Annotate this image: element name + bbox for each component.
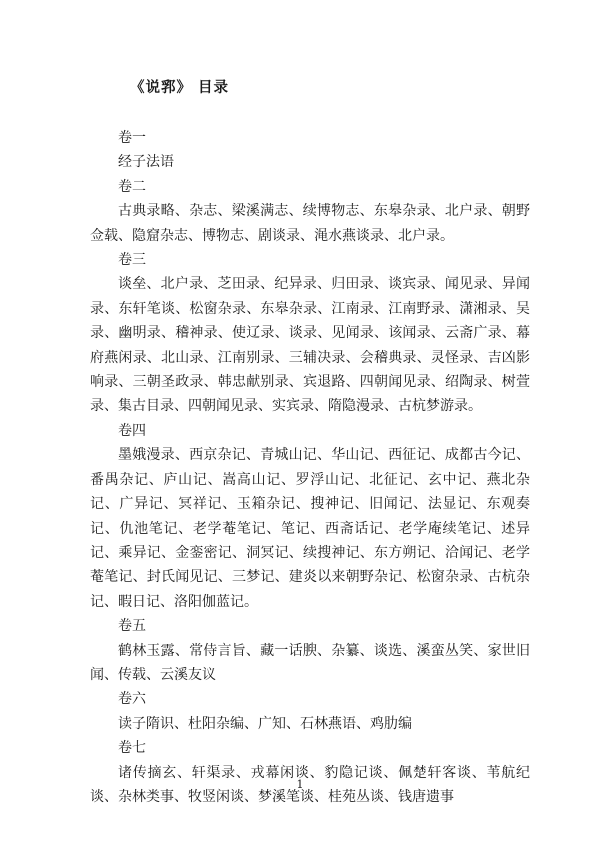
volume-7-content: 诸传摘玄、轩渠录、戎幕闲谈、豹隐记谈、佩楚轩客谈、苇航纪谈、杂林类事、牧竖闲谈、梦溪笔谈、桂苑丛谈、钱唐遗事 xyxy=(90,764,530,805)
volume-2-content: 古典录略、杂志、梁溪满志、续博物志、东皋杂录、北户录、朝野佥载、隐窟杂志、博物志、剧谈录、渑水燕谈录、北户录。 xyxy=(90,203,530,244)
page-number: 1 xyxy=(296,778,304,791)
volume-7-heading: 卷七 xyxy=(118,740,146,757)
volume-1-content: 经子法语 xyxy=(118,154,174,171)
volume-3-content: 谈垒、北户录、芝田录、纪异录、归田录、谈宾录、闻见录、异闻录、东轩笔谈、松窗杂录、东皋杂录、江南录、江南野录、潇湘录、吴录、幽明录、稽神录、使辽录、谈录、见闻录、该闻录、云斋广录、幕府燕闲录、北山录、江南别录、三辅决录、会稽典录、灵怪录、吉凶影响录、三朝圣政录、韩忠献别录、宾退路、四朝闻见录、绍陶录、树萱录、集古目录、四朝闻见录、实宾录、隋隐漫录、古杭梦游录。 xyxy=(90,276,530,415)
table-of-contents xyxy=(90,126,530,809)
volume-6-heading: 卷六 xyxy=(118,691,146,708)
volume-3-heading: 卷三 xyxy=(118,252,146,269)
document-title: 《说郛》 目录 xyxy=(130,79,230,96)
volume-4-content: 墨娥漫录、西京杂记、青城山记、华山记、西征记、成都古今记、番禺杂记、庐山记、嵩高山记、罗浮山记、北征记、玄中记、燕北杂记、广异记、冥祥记、玉箱杂记、搜神记、旧闻记、法显记、东观奏记、仇池笔记、老学菴笔记、笔记、西斋话记、老学庵续笔记、述异记、乘异记、金銮密记、洞冥记、续搜神记、东方朔记、洽闻记、老学菴笔记、封氏闻见记、三梦记、建炎以来朝野杂记、松窗杂录、古杭杂记、暇日记、洛阳伽蓝记。 xyxy=(90,447,530,610)
volume-5-heading: 卷五 xyxy=(118,618,146,635)
volume-4-heading: 卷四 xyxy=(118,422,146,439)
volume-2-heading: 卷二 xyxy=(118,178,146,195)
volume-5-content: 鹤林玉露、常侍言旨、藏一话腴、杂纂、谈选、溪蛮丛笑、家世旧闻、传载、云溪友议 xyxy=(90,642,530,683)
volume-1-heading: 卷一 xyxy=(118,130,146,146)
volume-6-content: 读子隋识、杜阳杂编、广知、石林燕语、鸡肋编 xyxy=(118,715,412,732)
